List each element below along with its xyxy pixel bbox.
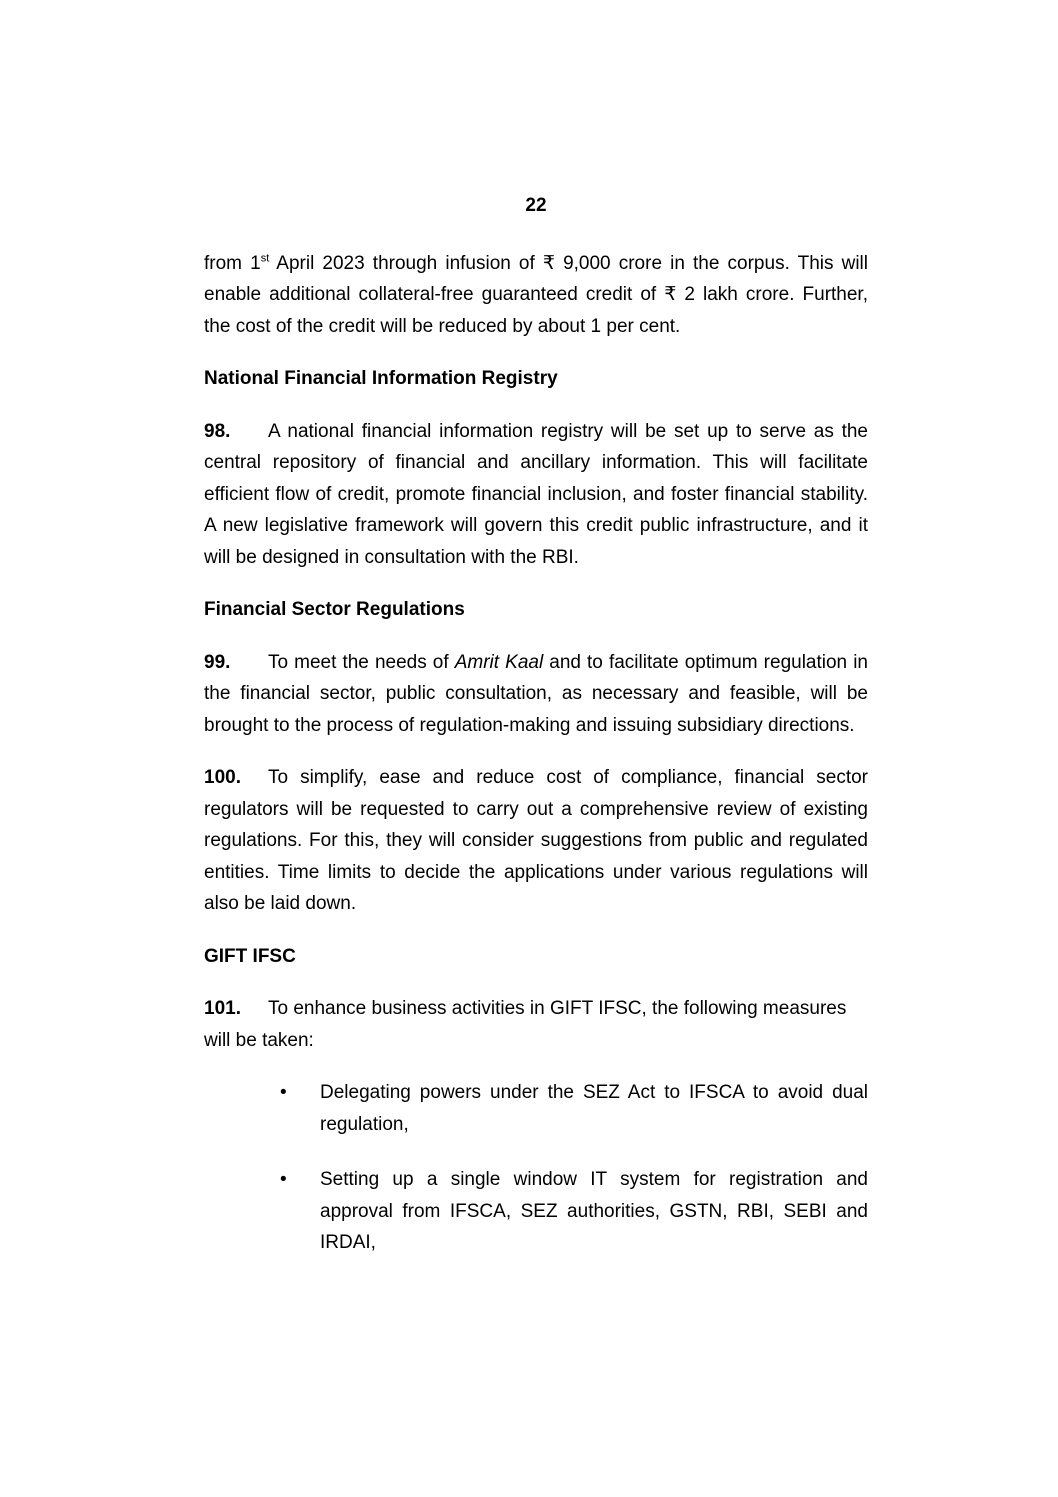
- paragraph-99-text-pre: To meet the needs of: [268, 651, 455, 673]
- bullet-icon: •: [280, 1169, 287, 1190]
- paragraph-99-text-post: and to facilitate optimum regulation in the financial sector, public consultation, as necessary and feasible, will be brought to the process of regulation-making and issuing subsidiary directions.: [204, 651, 868, 736]
- paragraph-100-number: 100.: [204, 767, 241, 788]
- bullet-icon: •: [280, 1082, 287, 1103]
- paragraph-99-number: 99.: [204, 651, 231, 673]
- heading-gift-ifsc: GIFT IFSC: [204, 945, 296, 967]
- bullet-text: Setting up a single window IT system for registration and approval from IFSCA, SEZ authorities, GSTN, RBI, SEBI and IRDAI,: [320, 1169, 868, 1253]
- paragraph-intro-text-pre: from 1: [204, 252, 261, 274]
- bullet-item-sez-delegation: [280, 1077, 868, 1140]
- bullet-text: Delegating powers under the SEZ Act to IFSCA to avoid dual regulation,: [320, 1082, 868, 1135]
- paragraph-100-text: To simplify, ease and reduce cost of compliance, financial sector regulators will be requested to carry out a comprehensive review of existing regulations. For this, they will consider suggestions from public and regulated entities. Time limits to decide the applications under various regulations will also be laid down.: [204, 767, 868, 914]
- paragraph-intro: [204, 248, 868, 343]
- paragraph-98-text: A national financial information registry will be set up to serve as the central repository of financial and ancillary information. This will facilitate efficient flow of credit, promote financial inclusion, and foster financial stability. A new legislative framework will govern this credit public infrastructure, and it will be designed in consultation with the RBI.: [204, 420, 868, 568]
- amrit-kaal-italic: Amrit Kaal: [454, 651, 544, 673]
- paragraph-101-number: 101.: [204, 998, 241, 1019]
- page-number: 22: [525, 195, 547, 216]
- ordinal-superscript: st: [260, 252, 270, 265]
- paragraph-intro-text-post: April 2023 through infusion of ₹ 9,000 crore in the corpus. This will enable additional collateral-free guaranteed credit of ₹ 2 lakh crore. Further, the cost of the credit will be reduced by about 1 per cent.: [204, 252, 868, 337]
- paragraph-98-number: 98.: [204, 420, 231, 442]
- paragraph-101-text: To enhance business activities in GIFT IFSC, the following measures will be taken:: [204, 998, 847, 1051]
- paragraph-100: [204, 762, 868, 920]
- paragraph-101: [204, 993, 868, 1056]
- paragraph-99: [204, 647, 868, 742]
- bullet-item-single-window-it: [280, 1164, 868, 1259]
- heading-national-financial-information-registry: National Financial Information Registry: [204, 368, 558, 389]
- paragraph-98: [204, 416, 868, 574]
- heading-financial-sector-regulations: Financial Sector Regulations: [204, 599, 465, 620]
